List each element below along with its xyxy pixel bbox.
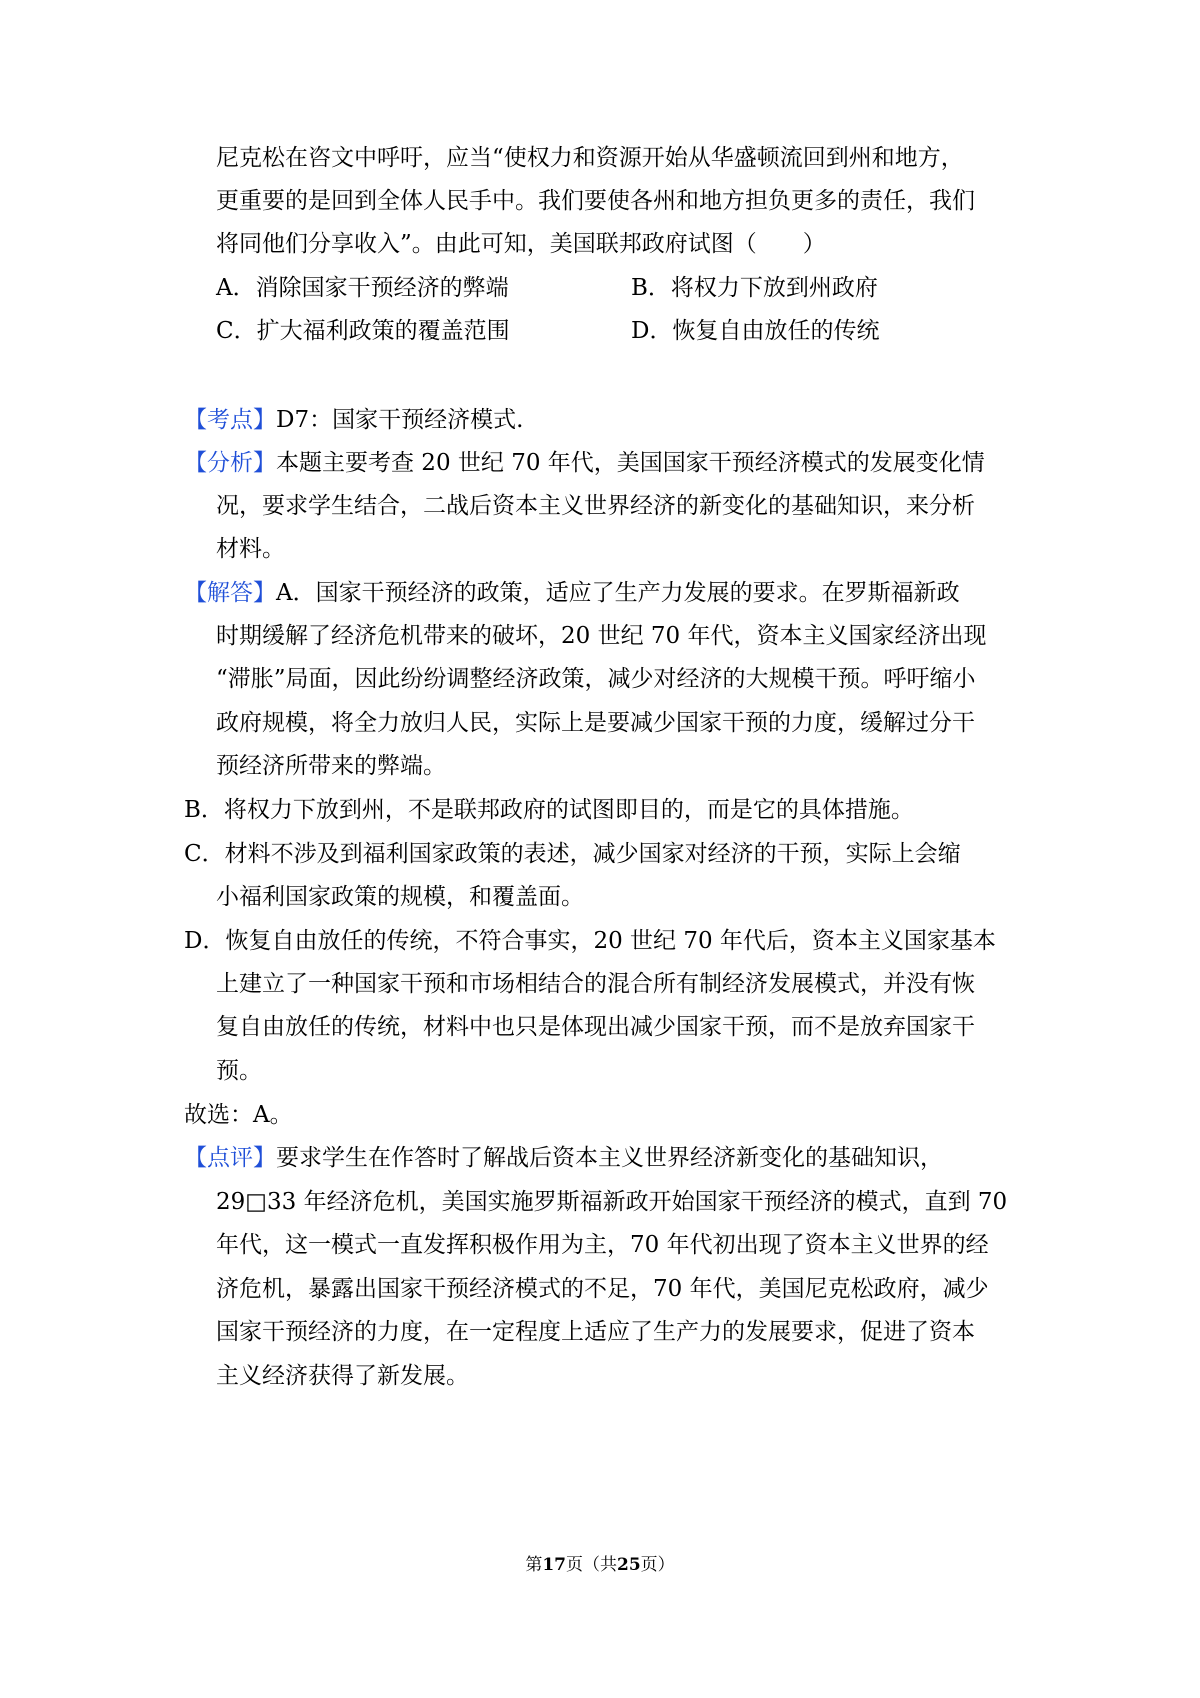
kaodian-text: D7：国家干预经济模式. <box>276 407 524 433</box>
jieda-d-line: 上建立了一种国家干预和市场相结合的混合所有制经济发展模式，并没有恢 <box>216 971 975 997</box>
jieda-line: 预经济所带来的弊端。 <box>216 753 446 779</box>
jieda-d-line: 复自由放任的传统，材料中也只是体现出减少国家干预，而不是放弃国家干 <box>216 1014 975 1040</box>
footer-middle: 页（共 <box>566 1555 617 1575</box>
option-a: A．消除国家干预经济的弊端 <box>216 275 509 301</box>
dianping-tag: 【点评】 <box>184 1145 276 1171</box>
jieda-b-line: B．将权力下放到州，不是联邦政府的试图即目的，而是它的具体措施。 <box>184 797 914 823</box>
fenxi-tag: 【分析】 <box>184 450 276 476</box>
jieda-c-line: 小福利国家政策的规模，和覆盖面。 <box>216 884 584 910</box>
footer-prefix: 第 <box>525 1555 543 1575</box>
answer-line: 故选：A。 <box>184 1102 293 1128</box>
jieda-tag: 【解答】 <box>184 580 276 606</box>
jieda-c-line: C．材料不涉及到福利国家政策的表述，减少国家对经济的干预，实际上会缩 <box>184 841 961 867</box>
footer-suffix: 页） <box>640 1555 675 1575</box>
option-b: B．将权力下放到州政府 <box>631 275 878 301</box>
jieda-text: A．国家干预经济的政策，适应了生产力发展的要求。在罗斯福新政 <box>276 580 960 606</box>
dianping-line: 国家干预经济的力度，在一定程度上适应了生产力的发展要求，促进了资本 <box>216 1319 975 1345</box>
jieda-line <box>184 578 960 608</box>
dianping-line: 年代，这一模式一直发挥积极作用为主，70 年代初出现了资本主义世界的经 <box>216 1232 989 1258</box>
fenxi-line: 况，要求学生结合，二战后资本主义世界经济的新变化的基础知识，来分析 <box>216 493 975 519</box>
fenxi-line: 材料。 <box>216 536 285 562</box>
dianping-line: 主义经济获得了新发展。 <box>216 1363 469 1389</box>
fenxi-line <box>184 448 985 478</box>
jieda-line: 时期缓解了经济危机带来的破坏，20 世纪 70 年代，资本主义国家经济出现 <box>216 623 987 649</box>
option-c: C．扩大福利政策的覆盖范围 <box>216 318 510 344</box>
footer-page-number: 17 <box>542 1555 566 1575</box>
jieda-d-line: 预。 <box>216 1058 262 1084</box>
kaodian-tag: 【考点】 <box>184 407 276 433</box>
dianping-line: 29□33 年经济危机，美国实施罗斯福新政开始国家干预经济的模式，直到 70 <box>216 1189 1008 1215</box>
question-stem-line: 尼克松在咨文中呼吁，应当“使权力和资源开始从华盛顿流回到州和地方， <box>216 145 964 171</box>
fenxi-text: 本题主要考查 20 世纪 70 年代，美国国家干预经济模式的发展变化情 <box>276 450 985 476</box>
option-d: D．恢复自由放任的传统 <box>631 318 880 344</box>
dianping-text: 要求学生在作答时了解战后资本主义世界经济新变化的基础知识， <box>276 1145 943 1171</box>
jieda-line: “滞胀”局面，因此纷纷调整经济政策，减少对经济的大规模干预。呼吁缩小 <box>216 666 976 692</box>
question-stem-line: 更重要的是回到全体人民手中。我们要使各州和地方担负更多的责任，我们 <box>216 188 975 214</box>
jieda-line: 政府规模，将全力放归人民，实际上是要减少国家干预的力度，缓解过分干 <box>216 710 975 736</box>
page-footer <box>0 1553 1200 1577</box>
dianping-line: 济危机，暴露出国家干预经济模式的不足，70 年代，美国尼克松政府，减少 <box>216 1276 989 1302</box>
dianping-line <box>184 1143 943 1173</box>
footer-total-pages: 25 <box>617 1555 641 1575</box>
kaodian-line <box>184 405 523 435</box>
jieda-d-line: D．恢复自由放任的传统，不符合事实，20 世纪 70 年代后，资本主义国家基本 <box>184 928 996 954</box>
question-stem-line: 将同他们分享收入”。由此可知，美国联邦政府试图（ ） <box>216 231 826 257</box>
